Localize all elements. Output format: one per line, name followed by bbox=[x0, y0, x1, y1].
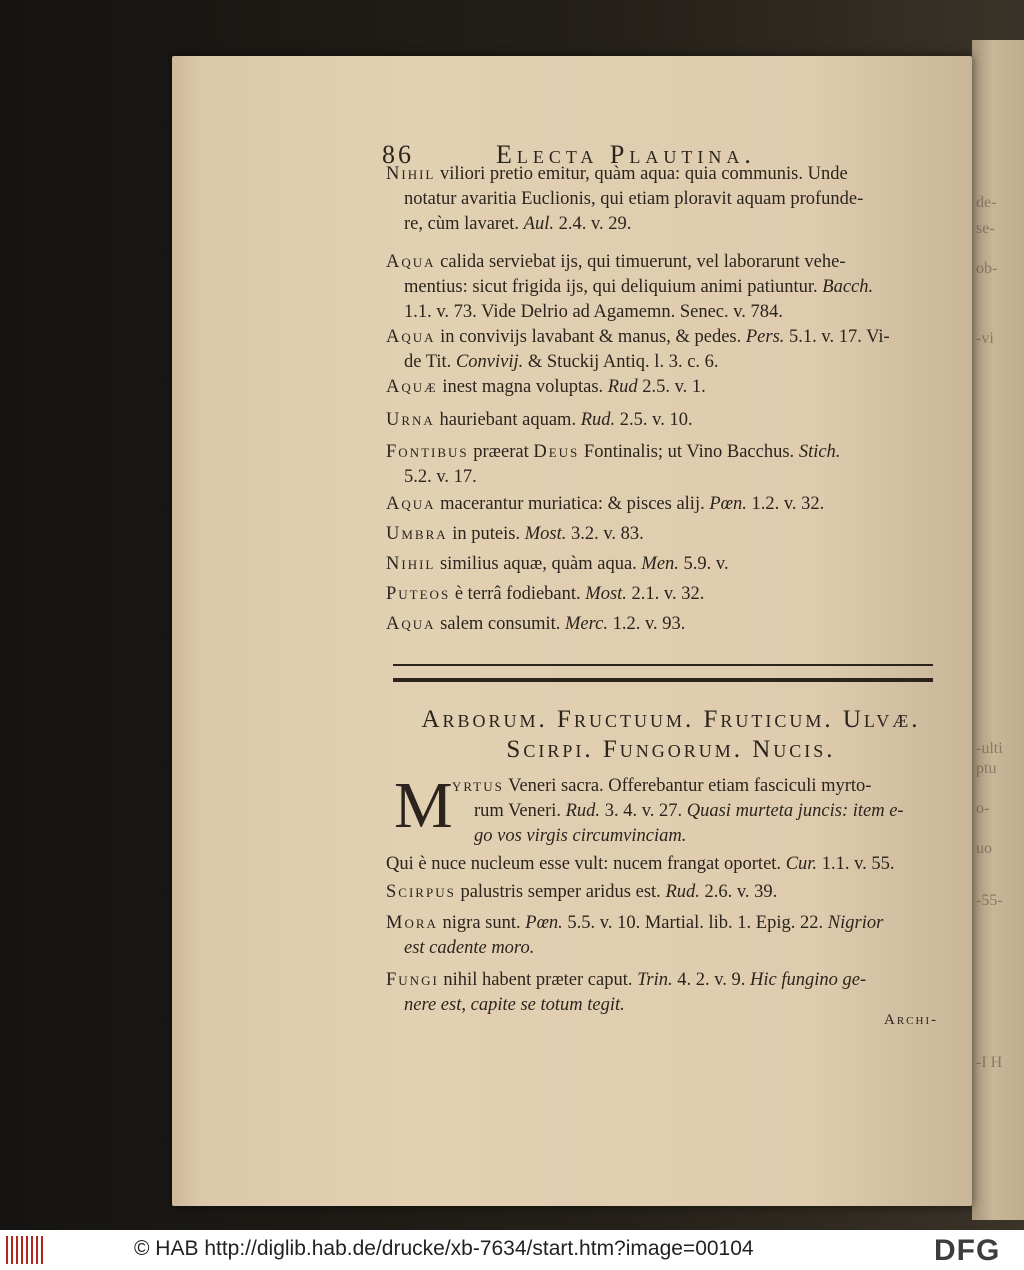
entry-text: salem consumit. bbox=[435, 614, 566, 634]
index-entry bbox=[386, 325, 946, 375]
entry-text: 1.2. v. 32. bbox=[746, 494, 825, 514]
entry-text: Fontinalis; ut Vino Bacchus. bbox=[579, 442, 799, 462]
entry-text: in convivijs lavabant & manus, & pedes. bbox=[435, 327, 746, 347]
running-title: Electa Plautina. bbox=[496, 140, 756, 169]
entry-reference: Bacch. bbox=[822, 277, 874, 297]
entry-reference: Quasi murteta juncis: item e- bbox=[686, 801, 904, 821]
index-entry bbox=[386, 612, 946, 637]
entry-reference: Most. bbox=[585, 584, 627, 604]
section-heading-line: Arborum. Fructuum. Fruticum. Ulvæ. bbox=[421, 706, 921, 733]
adjacent-text-fragment: -vi bbox=[976, 330, 994, 347]
entry-line bbox=[386, 212, 946, 237]
entry-text: 1.1. v. 55. bbox=[817, 854, 895, 874]
entry-text: Qui è nuce nucleum esse vult: nucem frangat oportet. bbox=[386, 854, 786, 874]
entry-text: 2.5. v. 1. bbox=[637, 377, 706, 397]
index-entry bbox=[386, 250, 946, 325]
entry-reference: Trin. bbox=[637, 970, 673, 990]
entry-line bbox=[386, 250, 946, 275]
entry-text: 3.2. v. 83. bbox=[566, 524, 644, 544]
entry-reference: Nigrior bbox=[827, 913, 884, 933]
entry-reference: Pœn. bbox=[525, 913, 563, 933]
entry-line bbox=[386, 465, 946, 490]
entry-text: notatur avaritia Euclionis, qui etiam ploravit aquam profunde- bbox=[404, 189, 864, 209]
entry-reference: go vos virgis circumvinciam. bbox=[474, 826, 687, 846]
dfg-logo[interactable]: DFG bbox=[934, 1234, 1001, 1267]
entry-line bbox=[386, 911, 946, 936]
entry-text: 1.1. v. 73. Vide Delrio ad Agamemn. Senec. v. 784. bbox=[404, 302, 783, 322]
entry-lemma: Fungi bbox=[386, 970, 439, 990]
index-entry bbox=[386, 492, 946, 517]
entry-reference: Merc. bbox=[565, 614, 608, 634]
entry-line bbox=[386, 936, 946, 961]
entry-lemma: Aqua bbox=[386, 252, 436, 272]
entry-line bbox=[386, 522, 946, 547]
drop-capital: M bbox=[394, 769, 453, 842]
entry-line bbox=[386, 612, 946, 637]
entry-reference: Men. bbox=[641, 554, 679, 574]
entry-text: in puteis. bbox=[447, 524, 525, 544]
entry-line bbox=[386, 408, 946, 433]
entry-lemma: Nihil bbox=[386, 164, 436, 184]
entry-text: 4. 2. v. 9. bbox=[672, 970, 751, 990]
entry-reference: Rud bbox=[607, 377, 638, 397]
index-entry bbox=[386, 911, 946, 961]
entry-text: 5.1. v. 17. Vi- bbox=[784, 327, 890, 347]
source-url-link[interactable]: © HAB http://diglib.hab.de/drucke/xb-7634/start.htm?image=00104 bbox=[134, 1237, 754, 1260]
entry-line bbox=[452, 824, 1012, 849]
entry-line bbox=[386, 375, 946, 400]
catchword: Archi- bbox=[884, 1012, 939, 1028]
entry-text: de Tit. bbox=[404, 352, 456, 372]
entry-line bbox=[386, 325, 946, 350]
entry-lemma: Nihil bbox=[386, 554, 436, 574]
entry-text: 2.5. v. 10. bbox=[615, 410, 693, 430]
entry-text: re, cùm lavaret. bbox=[404, 214, 524, 234]
entry-line bbox=[386, 552, 946, 577]
entry-text: macerantur muriatica: & pisces alij. bbox=[435, 494, 710, 514]
entry-text: nihil habent præter caput. bbox=[438, 970, 638, 990]
entry-line bbox=[386, 187, 946, 212]
entry-reference: Pers. bbox=[745, 327, 785, 347]
entry-line bbox=[386, 300, 946, 325]
entry-lemma: Fontibus bbox=[386, 442, 469, 462]
entry-reference: Aul. bbox=[523, 214, 554, 234]
index-entry bbox=[386, 408, 946, 433]
index-entry bbox=[386, 880, 946, 905]
index-entry bbox=[452, 774, 1012, 849]
entry-text: Veneri sacra. Offerebantur etiam fasciculi myrto- bbox=[503, 776, 872, 796]
entry-line bbox=[386, 440, 946, 465]
entry-text: 3. 4. v. 27. bbox=[600, 801, 687, 821]
entry-reference: Convivij. bbox=[455, 352, 524, 372]
page-number: 86 bbox=[382, 140, 414, 169]
hab-logo-icon[interactable] bbox=[6, 1236, 46, 1264]
entry-line bbox=[386, 275, 946, 300]
entry-line bbox=[386, 880, 946, 905]
entry-lemma: Scirpus bbox=[386, 882, 456, 902]
entry-line bbox=[386, 492, 946, 517]
entry-lemma: Deus bbox=[533, 442, 580, 462]
adjacent-text-fragment: o- bbox=[976, 800, 990, 817]
adjacent-text-fragment: uo bbox=[976, 840, 992, 857]
entry-text: rum Veneri. bbox=[474, 801, 566, 821]
index-entry bbox=[386, 375, 946, 400]
index-entry bbox=[386, 582, 946, 607]
adjacent-text-fragment: -55- bbox=[976, 892, 1003, 909]
entry-reference: nere est, capite se totum tegit. bbox=[404, 995, 625, 1015]
adjacent-text-fragment: ob- bbox=[976, 260, 998, 277]
entry-text: mentius: sicut frigida ijs, qui deliquium animi patiuntur. bbox=[404, 277, 823, 297]
entry-reference: Rud. bbox=[665, 882, 700, 902]
entry-text: & Stuckij Antiq. l. 3. c. 6. bbox=[523, 352, 719, 372]
entry-lemma: Aqua bbox=[386, 494, 436, 514]
entry-lemma: Urna bbox=[386, 410, 435, 430]
adjacent-text-fragment: se- bbox=[976, 220, 995, 237]
entry-text: 2.6. v. 39. bbox=[699, 882, 778, 902]
index-entry bbox=[386, 162, 946, 237]
entry-reference: Stich. bbox=[798, 442, 841, 462]
entry-text: hauriebant aquam. bbox=[434, 410, 581, 430]
adjacent-text-fragment: -ulti bbox=[976, 740, 1003, 757]
entry-line bbox=[452, 774, 1012, 799]
entry-line bbox=[386, 993, 946, 1018]
entry-reference: Cur. bbox=[785, 854, 818, 874]
adjacent-text-fragment: ptu bbox=[976, 760, 997, 777]
entry-lemma: yrtus bbox=[452, 776, 504, 796]
entry-reference: Rud. bbox=[580, 410, 616, 430]
entry-text: inest magna voluptas. bbox=[437, 377, 608, 397]
index-entry bbox=[386, 552, 946, 577]
entry-text: 2.1. v. 32. bbox=[626, 584, 705, 604]
entry-lemma: Aqua bbox=[386, 327, 436, 347]
entry-lemma: Aquæ bbox=[386, 377, 438, 397]
entry-lemma: Umbra bbox=[386, 524, 448, 544]
entry-text: 5.2. v. 17. bbox=[404, 467, 477, 487]
entry-text: 5.9. v. bbox=[678, 554, 729, 574]
section-heading-line: Scirpi. Fungorum. Nucis. bbox=[506, 736, 836, 763]
section-divider-thick bbox=[393, 678, 933, 682]
entry-text: è terrâ fodiebant. bbox=[450, 584, 586, 604]
viewer-footer bbox=[0, 1230, 1024, 1270]
entry-text: similius aquæ, quàm aqua. bbox=[435, 554, 642, 574]
index-entry bbox=[386, 440, 946, 490]
entry-line bbox=[386, 162, 946, 187]
entry-text: 5.5. v. 10. Martial. lib. 1. Epig. 22. bbox=[562, 913, 828, 933]
entry-line bbox=[386, 582, 946, 607]
entry-reference: Pœn. bbox=[709, 494, 747, 514]
entry-text: palustris semper aridus est. bbox=[455, 882, 666, 902]
entry-text: nigra sunt. bbox=[437, 913, 526, 933]
entry-text: 1.2. v. 93. bbox=[608, 614, 686, 634]
entry-reference: Most. bbox=[524, 524, 567, 544]
entry-line bbox=[386, 968, 946, 993]
entry-text: 2.4. v. 29. bbox=[554, 214, 632, 234]
entry-lemma: Aqua bbox=[386, 614, 436, 634]
entry-lemma: Mora bbox=[386, 913, 438, 933]
entry-lemma: Puteos bbox=[386, 584, 451, 604]
adjacent-text-fragment: de- bbox=[976, 194, 997, 211]
entry-reference: Rud. bbox=[565, 801, 601, 821]
entry-line bbox=[452, 799, 1012, 824]
section-heading bbox=[386, 705, 956, 765]
index-entry bbox=[386, 522, 946, 547]
entry-text: viliori pretio emitur, quàm aqua: quia communis. Unde bbox=[435, 164, 848, 184]
index-entry bbox=[386, 968, 946, 1018]
entry-text: præerat bbox=[468, 442, 534, 462]
section-divider-thin bbox=[393, 664, 933, 666]
entry-text: calida serviebat ijs, qui timuerunt, vel laborarunt vehe- bbox=[435, 252, 846, 272]
index-entry bbox=[386, 852, 946, 877]
entry-reference: est cadente moro. bbox=[404, 938, 535, 958]
entry-line bbox=[386, 350, 946, 375]
entry-line bbox=[386, 852, 946, 877]
entry-reference: Hic fungino ge- bbox=[750, 970, 867, 990]
adjacent-text-fragment: -I H bbox=[976, 1054, 1003, 1071]
